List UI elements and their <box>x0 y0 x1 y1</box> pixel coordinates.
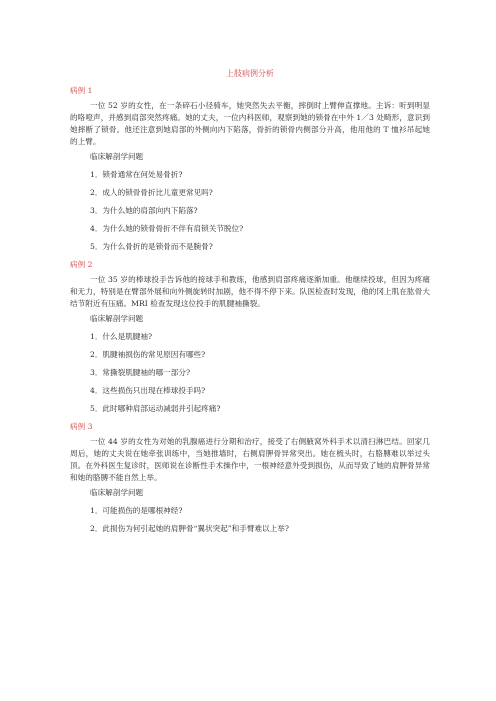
case-section <box>70 259 430 415</box>
case-section <box>70 85 430 253</box>
question-item: 5．为什么骨折的是锁骨而不是腕骨? <box>90 241 213 251</box>
question-item: 4．为什么她的锁骨骨折不伴有肩锁关节脱位? <box>90 223 244 233</box>
case-description: 一位 52 岁的女性，在一条碎石小径骑车，她突然失去平衡，摔倒时上臂伸直撑地。主诉：听到明显的咯噔声，并感到肩部突然疼痛。她的丈夫，一位内科医师，观察到她的锁骨在中外 1／3 处畸形，意识到她摔断了锁骨。他还注意到她肩部的外侧向内下陷落，骨折的锁骨内侧部分升高，他用他的 T 恤衫吊起她的上臂。 <box>70 101 430 147</box>
question-item: 5．此时哪种肩部运动减弱并引起疼痛? <box>90 403 221 413</box>
case-description: 一位 44 岁的女性为对她的乳腺癌进行分期和治疗，接受了右侧腋窝外科手术以清扫淋巴结。回家几周后，她的丈夫说在她牵张训练中，当她推墙时，右侧肩胛骨异常突出。她在梳头时，右胳膊难以举过头顶。在外科医生复诊时，医师说在诊断性手术操作中，一根神经意外受到损伤，从而导致了她的肩胛骨异常和她的胳膊不能自然上举。 <box>70 437 430 483</box>
question-item: 1．锁骨通常在何处易骨折? <box>90 169 183 179</box>
question-item: 3．常撕裂肌腱袖的哪一部分? <box>90 367 191 377</box>
questions-subheading: 临床解剖学问题 <box>90 314 144 324</box>
question-item: 4．这些损伤只出现在棒球投手吗? <box>90 385 206 395</box>
document-title: 上肢病例分析 <box>226 69 274 78</box>
case-heading: 病例 1 <box>70 86 93 95</box>
question-item: 3．为什么她的肩部向内下陷落? <box>90 205 198 215</box>
questions-subheading: 临床解剖学问题 <box>90 488 144 498</box>
question-item: 2．此损伤为何引起她的肩胛骨“翼状突起”和手臂难以上举? <box>90 523 289 533</box>
case-description: 一位 35 岁的棒球投手告诉他的接球手和教练，他感到肩部疼痛逐渐加重。他继续投球，但因为疼痛和无力，特别是在臂部外展和向外侧旋转时加剧，他不得不停下来。队医检查时发现，他的冈上肌在肱骨大结节附近有压痛。MRI 检查发现这位投手的肌腱袖撕裂。 <box>70 275 430 309</box>
case-section <box>70 421 430 535</box>
document-page <box>70 68 430 541</box>
case-heading: 病例 3 <box>70 421 93 431</box>
question-item: 2．成人的锁骨骨折比儿童更常见吗? <box>90 187 213 197</box>
question-item: 2．肌腱袖损伤的常见原因有哪些? <box>90 349 206 359</box>
question-item: 1．什么是肌腱袖? <box>90 331 153 341</box>
question-item: 1．可能损伤的是哪根神经? <box>90 505 183 515</box>
case-heading: 病例 2 <box>70 260 93 270</box>
questions-subheading: 临床解剖学问题 <box>90 152 144 162</box>
